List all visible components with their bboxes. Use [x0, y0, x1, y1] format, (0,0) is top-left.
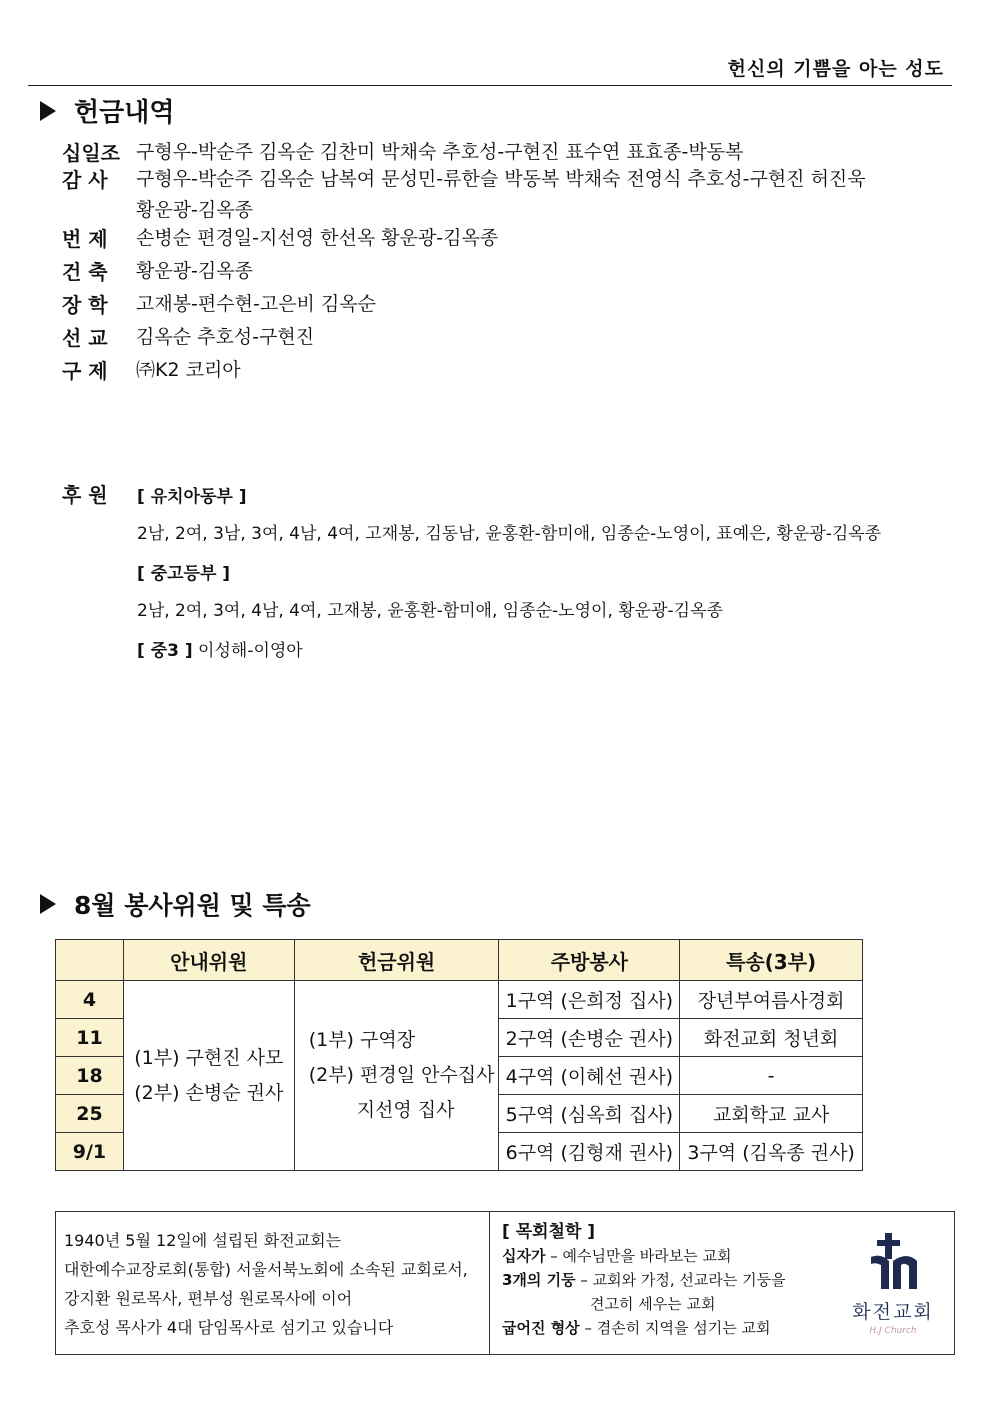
kitchen-cell: 1구역 (은희정 집사)	[499, 981, 680, 1019]
special-cell: 교회학교 교사	[680, 1095, 863, 1133]
support-group-kids	[137, 482, 881, 544]
offering-row-scholarship	[62, 289, 876, 320]
philosophy-line: 3개의 기둥 – 교회와 가정, 선교라는 기둥을	[502, 1271, 786, 1289]
offering-category: 건 축	[62, 260, 108, 284]
offering-category: 감 사	[62, 168, 108, 192]
offering-duty-line: (2부) 편경일 안수집사	[308, 1064, 495, 1086]
header-motto: 헌신의 기쁨을 아는 성도	[727, 58, 944, 80]
offering-category: 장 학	[62, 293, 108, 317]
guide-cell	[123, 981, 294, 1171]
support-group-names: 2남, 2여, 3여, 4남, 4여, 고재봉, 윤홍환-함미애, 임종순-노영이, 황운광-김옥종	[137, 601, 723, 621]
offering-names: 김옥순 추호성-구현진	[136, 326, 315, 348]
triangle-bullet-icon	[40, 101, 56, 121]
kitchen-cell: 6구역 (김형재 권사)	[499, 1133, 680, 1171]
offering-duty-line: (1부) 구역장	[308, 1029, 416, 1051]
support-group-middle3	[137, 636, 303, 661]
kitchen-cell: 4구역 (이혜선 권사)	[499, 1057, 680, 1095]
duty-header-row	[56, 940, 863, 981]
support-group-youth	[137, 559, 723, 621]
date-cell: 25	[56, 1095, 124, 1133]
offering-row-burnt	[62, 223, 876, 254]
cross-hj-logo-icon	[863, 1231, 923, 1293]
offering-duty-line: 지선영 집사	[356, 1099, 455, 1121]
offering-names: ㈜K2 코리아	[136, 359, 241, 381]
date-cell: 11	[56, 1019, 124, 1057]
offering-names: 구형우-박순주 김옥순 남복여 문성민-류한슬 박동복 박채숙 전영식 추호성-구현진 허진욱 황운광-김옥종	[136, 168, 866, 221]
offering-category: 십일조	[62, 141, 120, 165]
offering-category: 선 교	[62, 326, 108, 350]
special-cell: -	[680, 1057, 863, 1095]
philosophy-line: 굽어진 형상 – 겸손히 지역을 섬기는 교회	[502, 1319, 771, 1337]
duty-table	[55, 939, 863, 1171]
support-group-tag: [ 중고등부 ]	[137, 564, 231, 584]
guide-line: (2부) 손병순 권사	[134, 1081, 284, 1104]
philosophy-title: [ 목회철학 ]	[502, 1222, 596, 1242]
table-row	[56, 981, 863, 1019]
offering-title: 헌금내역	[74, 98, 175, 128]
philosophy-line: 견고히 세우는 교회	[590, 1295, 716, 1313]
duty-section-title	[40, 886, 311, 922]
church-info-footer	[55, 1211, 955, 1355]
header-cell-blank	[56, 940, 124, 981]
offering-names: 구형우-박순주 김옥순 김찬미 박채숙 추호성-구현진 표수연 표효종-박동복	[136, 141, 744, 163]
offering-section-title	[40, 92, 174, 129]
offering-category: 번 제	[62, 227, 108, 251]
offering-duty-cell	[294, 981, 499, 1171]
support-group-tag: [ 유치아동부 ]	[137, 487, 247, 507]
church-history	[56, 1212, 490, 1354]
offering-row-support	[62, 479, 136, 508]
history-line: 추호성 목사가 4대 담임목사로 섬기고 있습니다	[64, 1318, 394, 1337]
offering-row-relief	[62, 355, 876, 386]
header-rule	[28, 85, 952, 86]
triangle-bullet-icon	[40, 894, 56, 914]
philosophy-line: 십자가 – 예수님만을 바라보는 교회	[502, 1247, 732, 1265]
kitchen-cell: 5구역 (심옥희 집사)	[499, 1095, 680, 1133]
offering-row-building	[62, 256, 876, 287]
offering-row-thanks	[62, 164, 876, 226]
date-cell: 9/1	[56, 1133, 124, 1171]
offering-category: 구 제	[62, 359, 108, 383]
history-line: 대한예수교장로회(통합) 서울서북노회에 소속된 교회로서,	[64, 1260, 468, 1279]
offering-category: 후 원	[62, 483, 108, 507]
header-cell-kitchen: 주방봉사	[499, 940, 680, 981]
offering-names: 손병순 편경일-지선영 한선옥 황운광-김옥종	[136, 227, 499, 249]
date-cell: 18	[56, 1057, 124, 1095]
special-cell: 장년부여름사경회	[680, 981, 863, 1019]
special-cell: 3구역 (김옥종 권사)	[680, 1133, 863, 1171]
header-cell-special: 특송(3부)	[680, 940, 863, 981]
header-cell-offering: 헌금위원	[294, 940, 499, 981]
date-cell: 4	[56, 981, 124, 1019]
support-group-names: 2남, 2여, 3남, 3여, 4남, 4여, 고재봉, 김동남, 윤홍환-함미애, 임종순-노영이, 표예은, 황운광-김옥종	[137, 524, 882, 544]
offering-names: 황운광-김옥종	[136, 260, 253, 282]
duty-title: 8월 봉사위원 및 특송	[74, 891, 311, 920]
church-logo	[832, 1212, 954, 1354]
history-line: 1940년 5월 12일에 설립된 화전교회는	[64, 1231, 342, 1250]
support-group-tag: [ 중3 ]	[137, 641, 193, 661]
offering-names: 고재봉-편수현-고은비 김옥순	[136, 293, 377, 315]
support-group-names: 이성해-이영아	[198, 641, 303, 661]
ministry-philosophy	[490, 1212, 832, 1354]
header-cell-guide: 안내위원	[123, 940, 294, 981]
offering-row-mission	[62, 322, 876, 353]
history-line: 강지환 원로목사, 편부성 원로목사에 이어	[64, 1289, 353, 1308]
special-cell: 화전교회 청년회	[680, 1019, 863, 1057]
logo-name: 화전교회	[852, 1300, 934, 1323]
logo-subtitle: H.J Church	[869, 1325, 917, 1336]
guide-line: (1부) 구현진 사모	[134, 1046, 284, 1069]
kitchen-cell: 2구역 (손병순 권사)	[499, 1019, 680, 1057]
